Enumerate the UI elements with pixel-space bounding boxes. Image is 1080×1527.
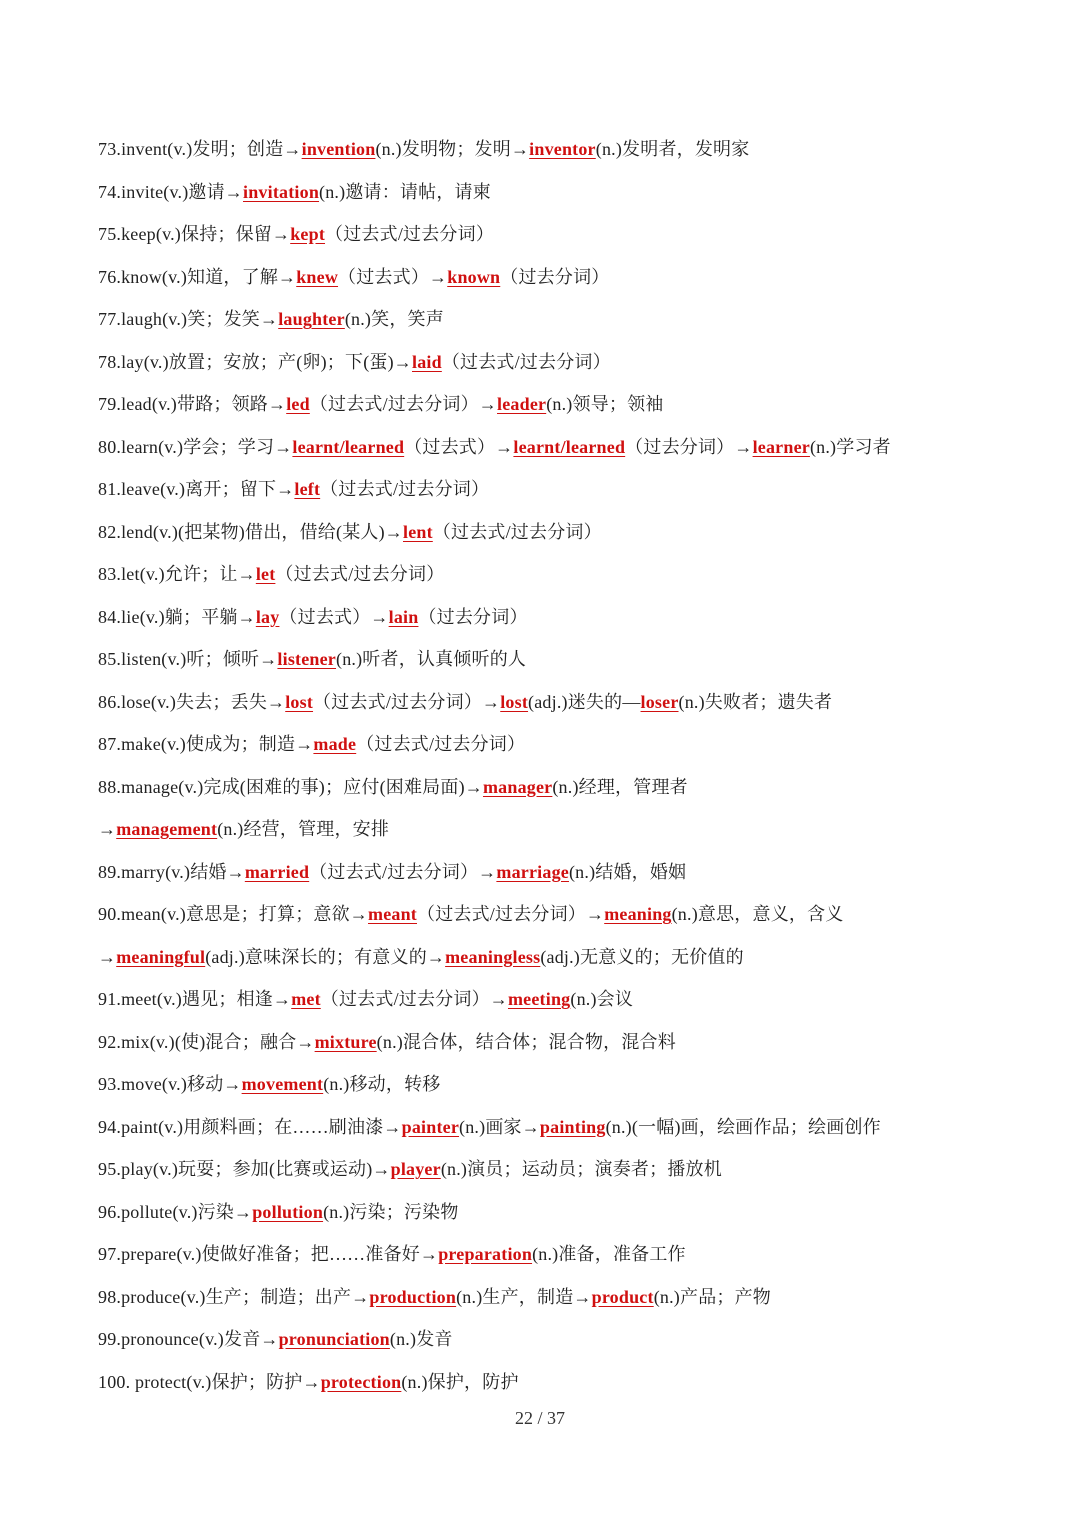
entry-text: (adj.)迷失的— (528, 691, 641, 712)
derived-word: pollution (252, 1201, 324, 1222)
entry-text: （过去式/过去分词） (320, 479, 490, 499)
vocab-entry (98, 1233, 1058, 1276)
entry-text: （过去式/过去分词） (275, 564, 445, 584)
vocab-entry (98, 128, 1058, 171)
entry-text: 90.mean(v.)意思是；打算；意欲→ (98, 904, 368, 924)
vocab-entry (98, 426, 1058, 469)
entry-text: （过去式）→ (338, 266, 448, 287)
derived-word: pronunciation (278, 1329, 390, 1349)
entry-text: (adj.)意味深长的；有意义的→ (205, 946, 446, 967)
derived-word: leader (497, 394, 547, 414)
entry-text: (n.)演员；运动员；演奏者；播放机 (440, 1159, 722, 1179)
derived-word: production (369, 1286, 457, 1307)
entry-text: (n.)笑，笑声 (344, 309, 444, 329)
vocab-entry (98, 383, 1058, 426)
entry-text: 97.prepare(v.)使做好准备；把……准备好→ (98, 1244, 439, 1264)
derived-word: knew (296, 266, 339, 287)
entry-text: 89.marry(v.)结婚→ (98, 861, 245, 882)
vocab-entry (98, 171, 1058, 214)
derived-word: meaning (604, 904, 672, 924)
derived-word: invention (301, 139, 376, 159)
vocab-entry (98, 766, 1058, 809)
entry-text: （过去式）→ (404, 436, 514, 457)
entry-text: (n.)结婚，婚姻 (568, 861, 687, 882)
derived-word: lost (500, 691, 529, 712)
vocab-entry (98, 553, 1058, 596)
entry-text: (n.)领导；领袖 (546, 394, 664, 414)
derived-word: meaningful (116, 946, 206, 967)
derived-word: invitation (243, 181, 320, 202)
entry-text: (n.)(一幅)画，绘画作品；绘画创作 (605, 1116, 881, 1137)
entry-text: 81.leave(v.)离开；留下→ (98, 479, 295, 499)
derived-word: inventor (529, 139, 596, 159)
derived-word: loser (640, 691, 679, 712)
vocab-entry (98, 1021, 1058, 1064)
entry-text: 85.listen(v.)听；倾听→ (98, 649, 278, 669)
entry-text: 82.lend(v.)(把某物)借出，借给(某人)→ (98, 521, 403, 542)
entry-text: (n.)学习者 (809, 436, 891, 457)
vocab-entry (98, 298, 1058, 341)
derived-word: led (286, 394, 310, 414)
derived-word: protection (320, 1371, 402, 1392)
vocab-entry (98, 511, 1058, 554)
page-number: 22 / 37 (514, 1408, 565, 1428)
derived-word: movement (241, 1074, 324, 1094)
vocab-entry (98, 936, 1058, 979)
entry-text: （过去式/过去分词）→ (309, 861, 497, 882)
entry-text: (n.)保护，防护 (401, 1371, 519, 1392)
entry-text: 91.meet(v.)遇见；相逢→ (98, 989, 292, 1009)
derived-word: laughter (278, 309, 345, 329)
vocabulary-list (98, 128, 1058, 1403)
derived-word: management (116, 819, 218, 839)
entry-text: (n.)邀请：请帖，请柬 (319, 181, 491, 202)
vocab-entry (98, 1361, 1058, 1404)
vocab-entry (98, 468, 1058, 511)
entry-text: (n.)经营，管理，安排 (217, 819, 390, 839)
vocab-entry (98, 723, 1058, 766)
vocab-entry (98, 1063, 1058, 1106)
entry-text: （过去分词） (500, 266, 610, 287)
derived-word: painter (401, 1116, 460, 1137)
entry-text: → (98, 946, 117, 967)
derived-word: kept (290, 224, 326, 244)
entry-text: （过去分词）→ (625, 436, 753, 457)
vocab-entry (98, 1276, 1058, 1319)
entry-text: (n.)画家→ (459, 1116, 540, 1137)
entry-text: (n.)移动，转移 (323, 1074, 441, 1094)
entry-text: 88.manage(v.)完成(困难的事)；应付(困难局面)→ (98, 776, 483, 797)
entry-text: 75.keep(v.)保持；保留→ (98, 224, 291, 244)
derived-word: lost (285, 691, 314, 712)
vocab-entry (98, 893, 1058, 936)
entry-text: （过去式/过去分词） (325, 224, 495, 244)
entry-text: 79.lead(v.)带路；领路→ (98, 394, 287, 414)
derived-word: player (390, 1159, 441, 1179)
entry-text: 84.lie(v.)躺；平躺→ (98, 606, 256, 627)
entry-text: 94.paint(v.)用颜料画；在……刷油漆→ (98, 1116, 402, 1137)
entry-text: 78.lay(v.)放置；安放；产(卵)；下(蛋)→ (98, 351, 412, 372)
vocab-entry (98, 638, 1058, 681)
entry-text: 80.learn(v.)学会；学习→ (98, 436, 293, 457)
entry-text: (n.)产品；产物 (653, 1286, 771, 1307)
derived-word: known (447, 266, 501, 287)
entry-text: （过去式）→ (279, 606, 389, 627)
vocab-entry (98, 256, 1058, 299)
derived-word: made (313, 734, 357, 754)
entry-text: （过去式/过去分词） (432, 521, 602, 542)
entry-text: (n.)听者，认真倾听的人 (336, 649, 527, 669)
derived-word: married (244, 861, 310, 882)
entry-text: （过去式/过去分词）→ (320, 989, 508, 1009)
entry-text: (n.)准备，准备工作 (532, 1244, 686, 1264)
entry-text: (n.)混合体，结合体；混合物，混合料 (376, 1031, 676, 1052)
entry-text: 83.let(v.)允许；让→ (98, 564, 256, 584)
entry-text: (n.)失败者；遗失者 (678, 691, 833, 712)
derived-word: learner (752, 436, 810, 457)
entry-text: 95.play(v.)玩耍；参加(比赛或运动)→ (98, 1159, 391, 1179)
vocab-entry (98, 978, 1058, 1021)
entry-text: 100. protect(v.)保护；防护→ (98, 1371, 321, 1392)
derived-word: mixture (314, 1031, 377, 1052)
entry-text: （过去式/过去分词）→ (313, 691, 501, 712)
entry-text: (adj.)无意义的；无价值的 (540, 946, 744, 967)
entry-text: (n.)会议 (570, 989, 634, 1009)
entry-text: (n.)发明物；发明→ (375, 139, 530, 159)
vocab-entry (98, 1148, 1058, 1191)
entry-text: → (98, 819, 117, 839)
vocab-entry (98, 1318, 1058, 1361)
entry-text: (n.)意思，意义，含义 (671, 904, 844, 924)
entry-text: （过去式/过去分词）→ (417, 904, 605, 924)
vocab-entry (98, 1191, 1058, 1234)
entry-text: 98.produce(v.)生产；制造；出产→ (98, 1286, 370, 1307)
vocab-entry (98, 213, 1058, 256)
entry-text: (n.)污染；污染物 (323, 1201, 459, 1222)
vocab-entry (98, 808, 1058, 851)
derived-word: meant (368, 904, 417, 924)
entry-text: (n.)经理，管理者 (552, 776, 688, 797)
derived-word: left (294, 479, 321, 499)
entry-text: 96.pollute(v.)污染→ (98, 1201, 253, 1222)
derived-word: lay (255, 606, 280, 627)
entry-text: 76.know(v.)知道，了解→ (98, 266, 297, 287)
derived-word: lent (403, 521, 433, 542)
entry-text: 77.laugh(v.)笑；发笑→ (98, 309, 279, 329)
derived-word: manager (482, 776, 553, 797)
derived-word: preparation (438, 1244, 533, 1264)
entry-text: 99.pronounce(v.)发音→ (98, 1329, 279, 1349)
entry-text: （过去式/过去分词） (356, 734, 526, 754)
entry-text: 73.invent(v.)发明；创造→ (98, 139, 302, 159)
derived-word: met (291, 989, 321, 1009)
derived-word: laid (412, 351, 442, 372)
derived-word: listener (277, 649, 337, 669)
entry-text: (n.)发明者，发明家 (595, 139, 750, 159)
derived-word: learnt/learned (513, 436, 626, 457)
vocab-entry (98, 341, 1058, 384)
derived-word: marriage (496, 861, 569, 882)
entry-text: （过去式/过去分词） (441, 351, 611, 372)
vocab-entry (98, 851, 1058, 894)
entry-text: 87.make(v.)使成为；制造→ (98, 734, 314, 754)
entry-text: 93.move(v.)移动→ (98, 1074, 242, 1094)
entry-text: 86.lose(v.)失去；丢失→ (98, 691, 286, 712)
vocab-entry (98, 596, 1058, 639)
vocab-entry (98, 1106, 1058, 1149)
derived-word: painting (539, 1116, 606, 1137)
entry-text: 74.invite(v.)邀请→ (98, 181, 244, 202)
entry-text: （过去式/过去分词）→ (309, 394, 498, 414)
derived-word: learnt/learned (292, 436, 405, 457)
derived-word: lain (388, 606, 419, 627)
derived-word: product (591, 1286, 654, 1307)
entry-text: (n.)发音 (389, 1329, 453, 1349)
entry-text: 92.mix(v.)(使)混合；融合→ (98, 1031, 315, 1052)
entry-text: （过去分词） (418, 606, 528, 627)
derived-word: let (255, 564, 276, 584)
derived-word: meaningless (445, 946, 541, 967)
vocab-entry (98, 681, 1058, 724)
entry-text: (n.)生产，制造→ (456, 1286, 592, 1307)
derived-word: meeting (507, 989, 571, 1009)
